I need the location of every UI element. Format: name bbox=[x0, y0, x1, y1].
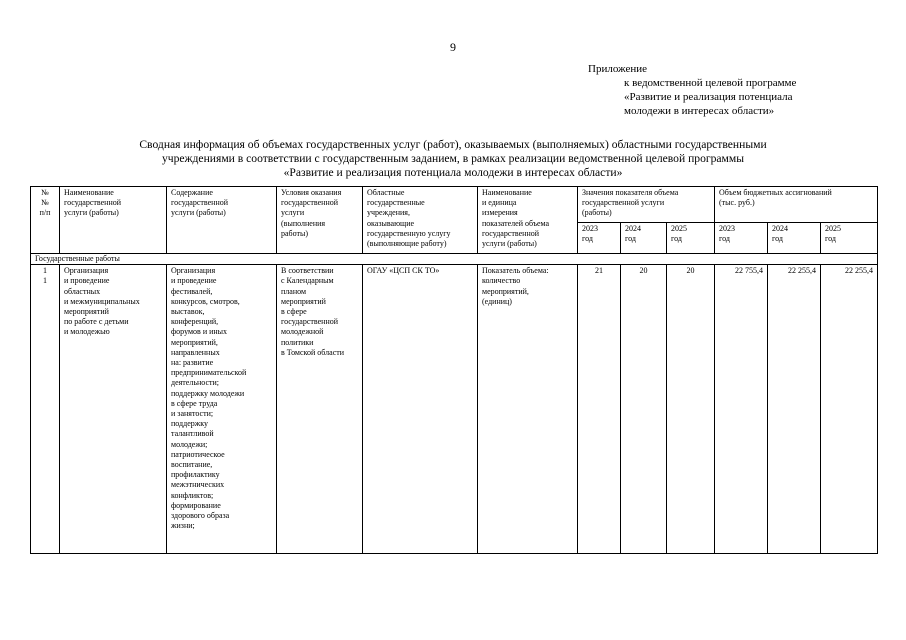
section-row bbox=[31, 254, 878, 265]
title-line: «Развитие и реализация потенциала молодежи в интересах области» bbox=[283, 166, 623, 179]
header-service-name: Наименование государственной услуги (работы) bbox=[60, 187, 167, 254]
row-num: 1 1 bbox=[31, 265, 60, 554]
row-budget-value: 22 255,4 bbox=[768, 265, 821, 554]
row-indicator-value: 20 bbox=[621, 265, 667, 554]
header-num: № № п/п bbox=[31, 187, 60, 254]
appendix-line: к ведомственной целевой программе bbox=[624, 77, 797, 89]
row-institution: ОГАУ «ЦСП СК ТО» bbox=[363, 265, 478, 554]
document-title bbox=[40, 138, 866, 180]
table-row bbox=[31, 265, 878, 554]
header-year: 2024 год bbox=[768, 223, 821, 254]
appendix-line: молодежи в интересах области» bbox=[624, 105, 775, 117]
row-conditions: В соответствии с Календарным планом мероприятий в сфере государственной молодежной политики в Томской области bbox=[277, 265, 363, 554]
appendix-line: «Развитие и реализация потенциала bbox=[624, 91, 793, 103]
row-budget-value: 22 255,4 bbox=[821, 265, 878, 554]
appendix-block bbox=[588, 62, 796, 118]
services-table bbox=[30, 186, 878, 554]
header-unit: Наименование и единица измерения показателей объема государственной услуги (работы) bbox=[478, 187, 578, 254]
header-budget: Объем бюджетных ассигнований (тыс. руб.) bbox=[715, 187, 878, 223]
header-year: 2024 год bbox=[621, 223, 667, 254]
row-unit: Показатель объема: количество мероприятий, (единиц) bbox=[478, 265, 578, 554]
header-institutions: Областные государственные учреждения, оказывающие государственную услугу (выполняющие работу) bbox=[363, 187, 478, 254]
header-conditions: Условия оказания государственной услуги (выполнения работы) bbox=[277, 187, 363, 254]
header-year: 2025 год bbox=[821, 223, 878, 254]
row-indicator-value: 20 bbox=[667, 265, 715, 554]
row-indicator-value: 21 bbox=[578, 265, 621, 554]
title-line: учреждениями в соответствии с государственным заданием, в рамках реализации ведомственной целевой программы bbox=[161, 152, 745, 165]
header-indicator-values: Значения показателя объема государственной услуги (работы) bbox=[578, 187, 715, 223]
title-line: Сводная информация об объемах государственных услуг (работ), оказываемых (выполняемых) областными государственными bbox=[139, 138, 767, 151]
section-label: Государственные работы bbox=[31, 254, 878, 265]
header-year: 2023 год bbox=[715, 223, 768, 254]
row-service-name: Организация и проведение областных и межмуниципальных мероприятий по работе с детьми и молодежью bbox=[60, 265, 167, 554]
header-service-content: Содержание государственной услуги (работы) bbox=[167, 187, 277, 254]
header-year: 2025 год bbox=[667, 223, 715, 254]
header-year: 2023 год bbox=[578, 223, 621, 254]
row-service-content: Организация и проведение фестивалей, конкурсов, смотров, выставок, конференций, форумов и иных мероприятий, направленных на: развитие предпринимательской деятельности; поддержку молодежи в сфере труда и занятости; поддержку талантливой молодежи; патриотическое воспитание, профилактику межэтнических конфликтов; формирование здорового образа жизни; bbox=[167, 265, 277, 554]
appendix-line: Приложение bbox=[588, 63, 648, 75]
row-budget-value: 22 755,4 bbox=[715, 265, 768, 554]
header-row bbox=[31, 187, 878, 223]
page-number: 9 bbox=[450, 40, 456, 54]
